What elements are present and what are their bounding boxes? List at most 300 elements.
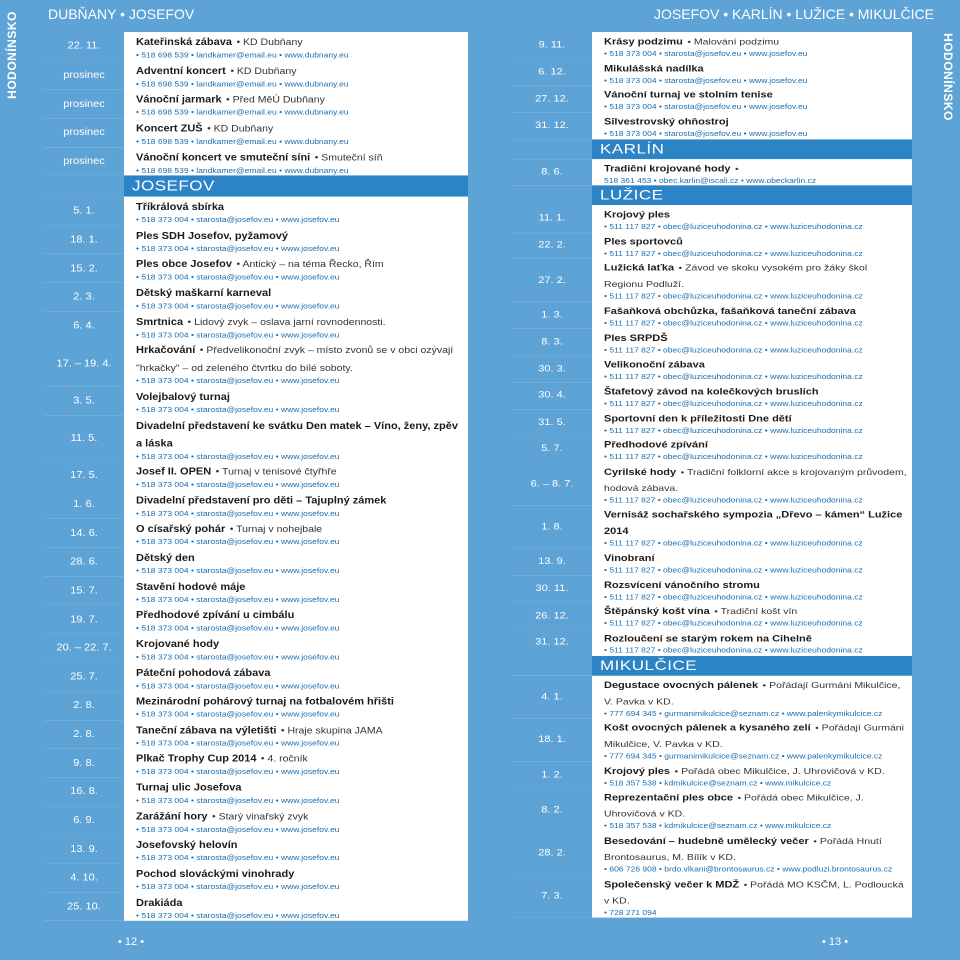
event-row <box>44 283 468 312</box>
event-date: 27. 12. <box>512 86 592 113</box>
event-description: • <box>735 163 739 174</box>
event-title: Silvestrovský ohňostroj <box>604 117 729 128</box>
event-content <box>592 302 912 329</box>
event-date: prosinec <box>44 61 124 90</box>
event-content <box>592 112 912 139</box>
event-contact[interactable]: • 518 373 004 • starosta@josefov.eu • www.josefov.eu <box>136 301 340 311</box>
event-title: Vernisáž sochařského sympozia „Dřevo – kámen“ Lužice 2014 <box>604 510 903 537</box>
event-title: Velikonoční zábava <box>604 360 705 371</box>
event-title: Vánoční turnaj ve stolním tenise <box>604 90 773 101</box>
event-title: Reprezentační ples obce <box>604 793 733 804</box>
event-date: 28. 6. <box>44 548 124 577</box>
event-row <box>512 355 912 382</box>
event-content <box>124 634 468 663</box>
event-contact[interactable]: • 518 698 539 • landkamer@email.eu • www.dubnany.eu <box>136 165 349 175</box>
event-title: Josef II. OPEN <box>136 466 212 478</box>
event-content <box>124 519 468 548</box>
event-row <box>44 663 468 692</box>
event-content <box>124 340 468 386</box>
event-row <box>44 720 468 749</box>
event-date: prosinec <box>44 89 124 118</box>
event-row <box>44 312 468 341</box>
event-row <box>44 147 468 176</box>
section-spacer <box>512 139 592 159</box>
event-row <box>512 575 912 602</box>
event-title: Adventní koncert <box>136 65 226 77</box>
event-date: 4. 10. <box>44 863 124 892</box>
side-label-left-text: HODONÍNSKO <box>5 11 20 99</box>
event-content <box>592 762 912 789</box>
event-contact[interactable]: • 518 373 004 • starosta@josefov.eu • www.josefov.eu <box>136 738 340 748</box>
event-contact[interactable]: • 518 373 004 • starosta@josefov.eu • www.josefov.eu <box>136 537 340 547</box>
event-contact[interactable]: • 511 117 827 • obec@luziceuhodonina.cz • www.luziceuhodonina.cz <box>604 345 863 354</box>
event-date: 11. 1. <box>512 205 592 232</box>
event-title: Dětský den <box>136 552 195 564</box>
event-title: Předhodové zpívání u cimbálu <box>136 610 295 621</box>
event-row <box>512 302 912 329</box>
event-title: Společenský večer k MDŽ <box>604 879 740 890</box>
event-contact[interactable]: • 518 373 004 • starosta@josefov.eu • www.josefov.eu <box>136 376 340 386</box>
event-date: 6. 4. <box>44 312 124 341</box>
event-date: 7. 3. <box>512 875 592 918</box>
event-title: Mezinárodní pohárový turnaj na fotbalovém hřišti <box>136 696 394 708</box>
event-date: 8. 3. <box>512 329 592 356</box>
event-row <box>512 259 912 302</box>
event-title: Lužická laťka <box>604 263 675 274</box>
event-row <box>44 892 468 921</box>
event-row <box>44 61 468 90</box>
left-page-panel <box>44 32 468 921</box>
event-contact[interactable]: • 518 698 539 • landkamer@email.eu • www.dubnany.eu <box>136 79 349 88</box>
event-date: 22. 2. <box>512 232 592 259</box>
event-content <box>124 462 468 491</box>
event-description: • Hraje skupina JAMA <box>280 725 383 736</box>
event-row <box>512 675 912 718</box>
event-contact[interactable]: • 518 373 004 • starosta@josefov.eu • www.josefov.eu <box>604 129 808 138</box>
event-description: • 4. ročník <box>260 753 308 765</box>
event-content <box>592 329 912 356</box>
event-content <box>592 86 912 113</box>
event-row <box>512 462 912 505</box>
event-content <box>592 382 912 409</box>
event-row <box>512 788 912 831</box>
event-contact[interactable]: • 511 117 827 • obec@luziceuhodonina.cz • www.luziceuhodonina.cz <box>604 646 863 655</box>
event-date: 9. 8. <box>44 749 124 778</box>
event-date: 9. 11. <box>512 32 592 59</box>
event-contact[interactable]: • 518 373 004 • starosta@josefov.eu • www.josefov.eu <box>136 451 340 461</box>
event-date: 1. 3. <box>512 302 592 329</box>
event-date: 15. 2. <box>44 254 124 283</box>
event-content <box>124 387 468 416</box>
event-description: • Starý vinařský zvyk <box>211 811 309 822</box>
event-date: 18. 1. <box>44 225 124 254</box>
event-contact[interactable]: • 518 373 004 • starosta@josefov.eu • www.josefov.eu <box>136 480 340 489</box>
event-title: Josefovský helovín <box>136 840 238 851</box>
event-content <box>124 749 468 778</box>
event-row <box>44 387 468 416</box>
event-content <box>592 505 912 548</box>
event-date: 1. 6. <box>44 490 124 519</box>
event-title: Ples obce Josefov <box>136 259 232 270</box>
event-title: Turnaj ulic Josefova <box>136 782 242 794</box>
event-title: Cyrilské hody <box>604 467 677 478</box>
event-contact[interactable]: • 777 694 345 • gurmanimikulcice@seznam.cz • www.palenkymikulcice.cz <box>604 708 883 718</box>
event-date: 6. – 8. 7. <box>512 462 592 505</box>
event-description: • KD Dubňany <box>236 37 303 48</box>
event-title: Páteční pohodová zábava <box>136 667 271 679</box>
event-date: 2. 8. <box>44 720 124 749</box>
event-row <box>512 329 912 356</box>
side-label-right <box>936 0 960 960</box>
event-title: Krojový ples <box>604 766 671 777</box>
event-title: Košt ovocných pálenek a kysaného zelí <box>604 723 811 734</box>
event-contact[interactable]: • 511 117 827 • obec@luziceuhodonina.cz • www.luziceuhodonina.cz <box>604 319 863 328</box>
event-content <box>124 548 468 577</box>
event-title: Divadelní představení ke svátku Den matek – Víno, ženy, zpěv a láska <box>136 420 458 449</box>
event-row <box>44 340 468 386</box>
event-contact[interactable]: • 518 373 004 • starosta@josefov.eu • www.josefov.eu <box>604 75 808 85</box>
section-title: KARLÍN <box>592 139 912 159</box>
event-title: Krásy podzimu <box>604 36 683 47</box>
event-date: 11. 5. <box>44 415 124 461</box>
event-date: 30. 3. <box>512 355 592 382</box>
event-description: • Tradiční košt vín <box>714 607 798 617</box>
event-description: • Pořádá obec Mikulčice, J. Uhrovičová v KD. <box>604 793 864 820</box>
event-contact[interactable]: • 728 271 094 <box>604 908 657 917</box>
event-title: Drakiáda <box>136 897 183 909</box>
event-content <box>124 663 468 692</box>
section-title: LUŽICE <box>592 185 912 205</box>
event-date: 8. 6. <box>512 159 592 186</box>
event-description: • Předvelikonoční zvyk – místo zvonů se v obci ozývají "hrkačky" – od zeleného čtvrtku do bílé soboty. <box>136 345 454 374</box>
event-content <box>124 89 468 118</box>
event-content <box>124 118 468 147</box>
event-description: • Turnaj v nohejbale <box>229 524 323 535</box>
event-contact[interactable]: • 518 373 004 • starosta@josefov.eu • www.josefov.eu <box>136 795 340 805</box>
section-title: JOSEFOV <box>124 176 468 197</box>
event-date: 30. 4. <box>512 382 592 409</box>
event-row <box>512 382 912 409</box>
section-header <box>512 656 912 676</box>
event-contact[interactable]: • 518 373 004 • starosta@josefov.eu • www.josefov.eu <box>136 709 340 719</box>
event-description: • Před MěÚ Dubňany <box>226 94 325 106</box>
event-title: Ples sportovců <box>604 236 683 247</box>
section-spacer <box>44 176 124 197</box>
event-date: 3. 5. <box>44 387 124 416</box>
event-title: Vánoční koncert ve smuteční síni <box>136 152 311 163</box>
event-date: prosinec <box>44 147 124 176</box>
event-title: Vánoční jarmark <box>136 94 222 106</box>
event-contact[interactable]: • 606 726 908 • brdo.vlkani@brontosaurus.cz • www.podluzi.brontosaurus.cz <box>604 865 893 874</box>
event-row <box>512 59 912 86</box>
event-content <box>124 415 468 461</box>
event-content <box>124 863 468 892</box>
event-title: Taneční zábava na výletišti <box>136 725 277 736</box>
event-contact[interactable]: • 518 373 004 • starosta@josefov.eu • www.josefov.eu <box>604 49 808 58</box>
event-content <box>592 718 912 761</box>
event-content <box>592 788 912 831</box>
event-title: Besedování – hudebně umělecký večer <box>604 836 809 847</box>
event-description: • Závod ve skoku vysokém pro žáky škol Regionu Podluží. <box>604 263 868 290</box>
event-date: 5. 1. <box>44 197 124 226</box>
section-spacer <box>512 185 592 205</box>
event-contact[interactable]: • 511 117 827 • obec@luziceuhodonina.cz • www.luziceuhodonina.cz <box>604 372 863 381</box>
event-date: 25. 7. <box>44 663 124 692</box>
event-row <box>44 89 468 118</box>
event-date: 18. 1. <box>512 718 592 761</box>
event-row <box>44 32 468 61</box>
event-contact[interactable]: • 518 373 004 • starosta@josefov.eu • www.josefov.eu <box>136 508 340 518</box>
event-title: Smrtnica <box>136 316 184 328</box>
event-date: 31. 5. <box>512 409 592 436</box>
event-row <box>44 254 468 283</box>
event-title: O císařský pohár <box>136 524 226 535</box>
event-description: • Smuteční síň <box>314 152 383 163</box>
event-content <box>592 259 912 302</box>
event-title: Rozsvícení vánočního stromu <box>604 580 760 591</box>
event-row <box>512 549 912 576</box>
event-content <box>592 59 912 86</box>
event-contact[interactable]: • 518 373 004 • starosta@josefov.eu • www.josefov.eu <box>136 243 340 253</box>
event-row <box>44 548 468 577</box>
event-row <box>44 519 468 548</box>
event-date: 6. 12. <box>512 59 592 86</box>
event-contact[interactable]: • 518 373 004 • starosta@josefov.eu • www.josefov.eu <box>136 623 340 633</box>
event-date: 6. 9. <box>44 806 124 835</box>
section-title: MIKULČICE <box>592 656 912 676</box>
event-date: 27. 2. <box>512 259 592 302</box>
event-row <box>44 225 468 254</box>
event-content <box>124 147 468 176</box>
event-title: Ples SDH Josefov, pyžamový <box>136 230 289 242</box>
event-title: Předhodové zpívání <box>604 440 708 451</box>
event-date: 5. 7. <box>512 436 592 463</box>
event-title: Mikulášská nadílka <box>604 63 704 74</box>
event-date: 31. 12. <box>512 629 592 656</box>
event-content <box>124 197 468 226</box>
event-row <box>512 832 912 875</box>
event-row <box>512 762 912 789</box>
event-title: Hrkačování <box>136 345 196 357</box>
event-contact[interactable]: • 518 357 538 • kdmikulcice@seznam.cz • www.mikulcice.cz <box>604 821 832 831</box>
event-description: • Pořádají Gurmáni Mikulčice, V. Pavka v KD. <box>604 680 901 707</box>
event-title: Kateřinská zábava <box>136 37 232 48</box>
event-contact[interactable]: • 511 117 827 • obec@luziceuhodonina.cz • www.luziceuhodonina.cz <box>604 619 863 628</box>
event-content <box>592 629 912 656</box>
event-date: prosinec <box>44 118 124 147</box>
event-title: Divadelní představení pro děti – Tajuplný zámek <box>136 495 387 507</box>
event-content <box>592 832 912 875</box>
event-title: Sportovní den k příležitosti Dne dětí <box>604 413 792 424</box>
event-title: Vinobraní <box>604 553 655 564</box>
event-contact[interactable]: • 511 117 827 • obec@luziceuhodonina.cz • www.luziceuhodonina.cz <box>604 426 863 435</box>
event-contact[interactable]: • 518 373 004 • starosta@josefov.eu • www.josefov.eu <box>136 215 340 224</box>
event-row <box>44 749 468 778</box>
event-date: 31. 12. <box>512 112 592 139</box>
event-row <box>512 159 912 186</box>
event-description: • Pořádá obec Mikulčice, J. Uhrovičová v KD. <box>674 766 885 777</box>
event-contact[interactable]: • 518 373 004 • starosta@josefov.eu • www.josefov.eu <box>136 853 340 863</box>
page-number-right: • 13 • <box>822 936 849 948</box>
event-row <box>512 232 912 259</box>
event-content <box>592 159 912 186</box>
event-row <box>512 205 912 232</box>
event-contact[interactable]: • 511 117 827 • obec@luziceuhodonina.cz • www.luziceuhodonina.cz <box>604 399 863 408</box>
event-row <box>512 32 912 59</box>
event-content <box>124 312 468 341</box>
event-content <box>592 462 912 505</box>
event-title: Degustace ovocných pálenek <box>604 680 759 691</box>
event-contact[interactable]: • 518 373 004 • starosta@josefov.eu • www.josefov.eu <box>136 881 340 891</box>
event-title: Fašaňková obchůzka, fašaňková taneční zábava <box>604 306 856 317</box>
event-description: • KD Dubňany <box>230 65 297 77</box>
event-date: 26. 12. <box>512 602 592 629</box>
event-date: 28. 2. <box>512 832 592 875</box>
event-date: 2. 8. <box>44 691 124 720</box>
event-row <box>44 634 468 663</box>
event-contact[interactable]: • 511 117 827 • obec@luziceuhodonina.cz • www.luziceuhodonina.cz <box>604 222 863 231</box>
event-contact[interactable]: • 511 117 827 • obec@luziceuhodonina.cz • www.luziceuhodonina.cz <box>604 592 863 601</box>
event-row <box>512 409 912 436</box>
event-description: • Malování podzimu <box>687 36 780 47</box>
event-content <box>124 61 468 90</box>
event-content <box>124 490 468 519</box>
event-title: Tradiční krojované hody <box>604 163 731 174</box>
event-date: 17. – 19. 4. <box>44 340 124 386</box>
section-header <box>512 139 912 159</box>
event-description: • Lidový zvyk – oslava jarní rovnodennosti. <box>187 316 386 328</box>
section-spacer <box>512 656 592 676</box>
event-contact[interactable]: • 511 117 827 • obec@luziceuhodonina.cz • www.luziceuhodonina.cz <box>604 565 863 575</box>
event-date: 1. 8. <box>512 505 592 548</box>
event-contact[interactable]: • 518 698 539 • landkamer@email.eu • www.dubnany.eu <box>136 50 349 60</box>
event-content <box>592 232 912 259</box>
event-date: 22. 11. <box>44 32 124 61</box>
event-title: Ples SRPDŠ <box>604 333 668 344</box>
event-contact[interactable]: • 518 698 539 • landkamer@email.eu • www.dubnany.eu <box>136 136 349 146</box>
event-content <box>124 835 468 864</box>
side-label-left <box>0 0 24 960</box>
event-title: Krojový ples <box>604 210 671 220</box>
event-contact[interactable]: • 518 373 004 • starosta@josefov.eu • www.josefov.eu <box>136 594 340 604</box>
event-title: Krojované hody <box>136 639 220 650</box>
event-contact[interactable]: • 511 117 827 • obec@luziceuhodonina.cz • www.luziceuhodonina.cz <box>604 249 863 258</box>
event-row <box>44 806 468 835</box>
event-description: • Tradiční folklorní akce s krojovaným průvodem, hodová zábava. <box>604 467 907 494</box>
event-date: 25. 10. <box>44 892 124 921</box>
event-row <box>512 875 912 918</box>
event-content <box>124 806 468 835</box>
event-content <box>592 575 912 602</box>
event-contact[interactable]: • 511 117 827 • obec@luziceuhodonina.cz • www.luziceuhodonina.cz <box>604 292 863 301</box>
event-title: Plkač Trophy Cup 2014 <box>136 753 257 765</box>
event-title: Tříkrálová sbírka <box>136 201 225 213</box>
event-contact[interactable]: 518 361 453 • obec.karlin@iscali.cz • www.obeckarlin.cz <box>604 175 817 185</box>
event-date: 8. 2. <box>512 788 592 831</box>
right-page-panel <box>512 32 912 918</box>
event-row <box>512 629 912 656</box>
event-contact[interactable]: • 518 373 004 • starosta@josefov.eu • www.josefov.eu <box>136 272 340 282</box>
event-row <box>44 605 468 634</box>
event-content <box>592 436 912 463</box>
event-description: • Antický – na téma Řecko, Řím <box>236 259 384 270</box>
event-title: Koncert ZUŠ <box>136 123 203 134</box>
event-contact[interactable]: • 518 357 538 • kdmikulcice@seznam.cz • www.mikulcice.cz <box>604 778 832 788</box>
event-contact[interactable]: • 511 117 827 • obec@luziceuhodonina.cz • www.luziceuhodonina.cz <box>604 539 863 548</box>
event-date: 15. 7. <box>44 576 124 605</box>
event-contact[interactable]: • 518 373 004 • starosta@josefov.eu • www.josefov.eu <box>136 767 340 776</box>
event-content <box>124 283 468 312</box>
event-row <box>512 718 912 761</box>
event-row <box>44 863 468 892</box>
event-date: 30. 11. <box>512 575 592 602</box>
event-contact[interactable]: • 518 373 004 • starosta@josefov.eu • www.josefov.eu <box>136 405 340 414</box>
event-row <box>44 118 468 147</box>
event-content <box>592 355 912 382</box>
event-content <box>592 602 912 629</box>
event-contact[interactable]: • 518 373 004 • starosta@josefov.eu • www.josefov.eu <box>604 102 808 111</box>
event-contact[interactable]: • 518 373 004 • starosta@josefov.eu • www.josefov.eu <box>136 566 340 575</box>
event-title: Dětský maškarní karneval <box>136 288 272 299</box>
event-content <box>124 32 468 61</box>
event-content <box>124 720 468 749</box>
event-date: 17. 5. <box>44 462 124 491</box>
event-contact[interactable]: • 518 373 004 • starosta@josefov.eu • www.josefov.eu <box>136 910 340 920</box>
event-contact[interactable]: • 518 373 004 • starosta@josefov.eu • www.josefov.eu <box>136 652 340 662</box>
event-content <box>592 205 912 232</box>
section-header <box>512 185 912 205</box>
event-title: Štafetový závod na kolečkových bruslích <box>604 386 819 397</box>
event-contact[interactable]: • 777 694 345 • gurmanimikulcice@seznam.cz • www.palenkymikulcice.cz <box>604 752 883 761</box>
event-title: Zarážání hory <box>136 811 208 822</box>
event-description: • Pořádá Hnutí Brontosaurus, M. Bílík v KD. <box>604 836 882 863</box>
event-contact[interactable]: • 511 117 827 • obec@luziceuhodonina.cz • www.luziceuhodonina.cz <box>604 452 863 461</box>
page-number-left: • 12 • <box>118 936 145 948</box>
event-contact[interactable]: • 518 373 004 • starosta@josefov.eu • www.josefov.eu <box>136 329 340 339</box>
header-left: DUBŇANY • JOSEFOV <box>48 6 195 22</box>
event-content <box>124 691 468 720</box>
event-contact[interactable]: • 518 698 539 • landkamer@email.eu • www.dubnany.eu <box>136 107 349 117</box>
event-description: • Pořádají Gurmáni Mikulčice, V. Pavka v KD. <box>604 723 904 750</box>
header-right: JOSEFOV • KARLÍN • LUŽICE • MIKULČICE <box>654 6 934 22</box>
event-title: Rozloučení se starým rokem na Cihelně <box>604 633 812 644</box>
event-row <box>44 691 468 720</box>
event-content <box>592 875 912 918</box>
event-date: 20. – 22. 7. <box>44 634 124 663</box>
event-description: • Turnaj v tenisové čtyřhře <box>215 466 337 478</box>
event-row <box>44 197 468 226</box>
event-row <box>512 436 912 463</box>
event-contact[interactable]: • 511 117 827 • obec@luziceuhodonina.cz • www.luziceuhodonina.cz <box>604 495 863 505</box>
event-content <box>592 675 912 718</box>
event-row <box>44 490 468 519</box>
event-title: Štěpánský košt vína <box>604 607 710 617</box>
event-content <box>124 605 468 634</box>
event-row <box>44 835 468 864</box>
event-row <box>44 576 468 605</box>
event-date: 14. 6. <box>44 519 124 548</box>
event-title: Pochod slováckými vinohrady <box>136 868 295 880</box>
event-content <box>124 892 468 921</box>
event-contact[interactable]: • 518 373 004 • starosta@josefov.eu • www.josefov.eu <box>136 824 340 834</box>
event-content <box>124 576 468 605</box>
event-contact[interactable]: • 518 373 004 • starosta@josefov.eu • www.josefov.eu <box>136 681 340 690</box>
event-title: Stavění hodové máje <box>136 581 246 593</box>
section-header <box>44 176 468 197</box>
event-content <box>592 409 912 436</box>
event-content <box>592 32 912 59</box>
event-date: 16. 8. <box>44 777 124 806</box>
